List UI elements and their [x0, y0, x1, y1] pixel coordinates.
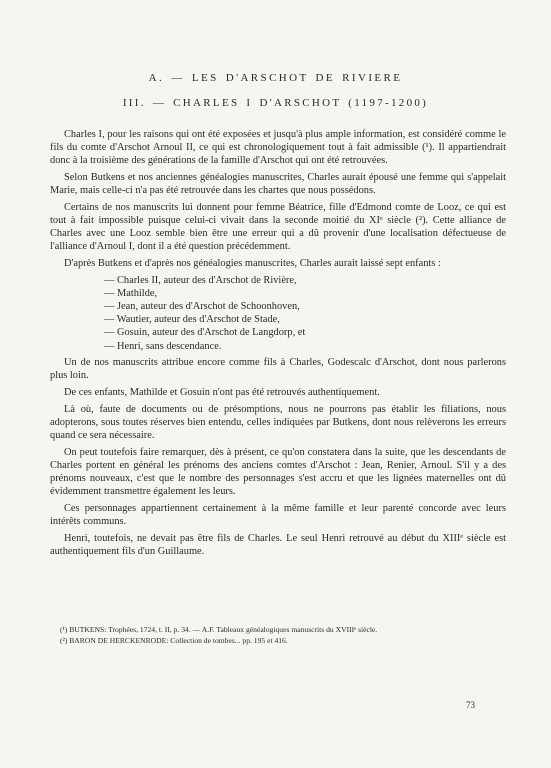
list-item: — Wautier, auteur des d'Arschot de Stade, — [104, 314, 280, 326]
list-item: — Jean, auteur des d'Arschot de Schoonhoven, — [104, 301, 300, 312]
chapter-heading: III. — CHARLES I D'ARSCHOT (1197-1200) — [122, 97, 429, 109]
list-item: — Charles II, auteur des d'Arschot de Rivière, — [104, 274, 297, 286]
paragraph: Charles I, pour les raisons qui ont été exposées et jusqu'à plus ample information, est considéré comme le fils du comte d'Arschot Arnoul II, ce qui est chronologiquement tout à fait admissible (¹). Il appartiendrait donc à la troisième des générations de la famille d'Arschot qui ont été retrouvées. — [50, 129, 506, 167]
paragraph: Selon Butkens et nos anciennes généalogies manuscrites, Charles aurait épousé une femme qui s'appelait Marie, mais celle-ci n'a pas été retrouvée dans les chartes que nous possédons. — [50, 172, 506, 197]
section-heading: A. — LES D'ARSCHOT DE RIVIERE — [148, 72, 403, 84]
list-item: — Henri, sans descendance. — [104, 340, 222, 352]
footnotes — [60, 624, 500, 646]
paragraph: On peut toutefois faire remarquer, dès à présent, ce qu'on constatera dans la suite, que les descendants de Charles portent en général les prénoms des anciens comtes d'Arschot : Jean, Renier, Arnoul. S'il y a des prénoms nouveaux, c'est que le nombre des personnages s'est accru et que les lignées maternelles ont dû évidemment transmettre également les leurs. — [50, 446, 506, 498]
children-list — [50, 274, 506, 353]
paragraph: Henri, toutefois, ne devait pas être fils de Charles. Le seul Henri retrouvé au début du XIIIᵉ siècle est authentiquement fils d'un Guillaume. — [50, 532, 506, 557]
list-item: — Mathilde, — [104, 287, 158, 299]
footnote: (¹) BUTKENS: Trophées, 1724, t. II, p. 34. — A.F. Tableaux généalogiques manuscrits du XVIIIᵉ siècle. — [60, 625, 378, 634]
paragraph: D'après Butkens et d'après nos généalogies manuscrites, Charles aurait laissé sept enfants : — [64, 258, 441, 269]
paragraph: Ces personnages appartiennent certainement à la même famille et leur parenté concorde avec leurs intérêts communs. — [50, 502, 506, 527]
paragraph: Un de nos manuscrits attribue encore comme fils à Charles, Godescalc d'Arschot, dont nous parlerons plus loin. — [50, 357, 506, 382]
body-text — [50, 128, 506, 561]
footnote: (²) BARON DE HERCKENRODE: Collection de tombes... pp. 195 et 416. — [60, 636, 288, 645]
page-number: 73 — [466, 700, 475, 710]
paragraph: De ces enfants, Mathilde et Gosuin n'ont pas été retrouvés authentiquement. — [64, 387, 380, 398]
paragraph: Certains de nos manuscrits lui donnent pour femme Béatrice, fille d'Edmond comte de Looz, ce qui est tout à fait impossible puisque celui-ci vivait dans la seconde moitié du XIᵉ siècle (²). Cette alliance de Charles avec une Looz semble bien être une erreur qui a dû provenir d'une localisation défectueuse de l'alliance d'Arnoul I, dont il a été question précédemment. — [50, 201, 506, 253]
paragraph: Là où, faute de documents ou de présomptions, nous ne pourrons pas établir les filiations, nous adopterons, sous toutes réserves bien entendu, celles indiquées par Butkens, dont nous relèverons les erreurs quand ce sera nécessaire. — [50, 403, 506, 441]
list-item: — Gosuin, auteur des d'Arschot de Langdorp, et — [104, 327, 306, 339]
